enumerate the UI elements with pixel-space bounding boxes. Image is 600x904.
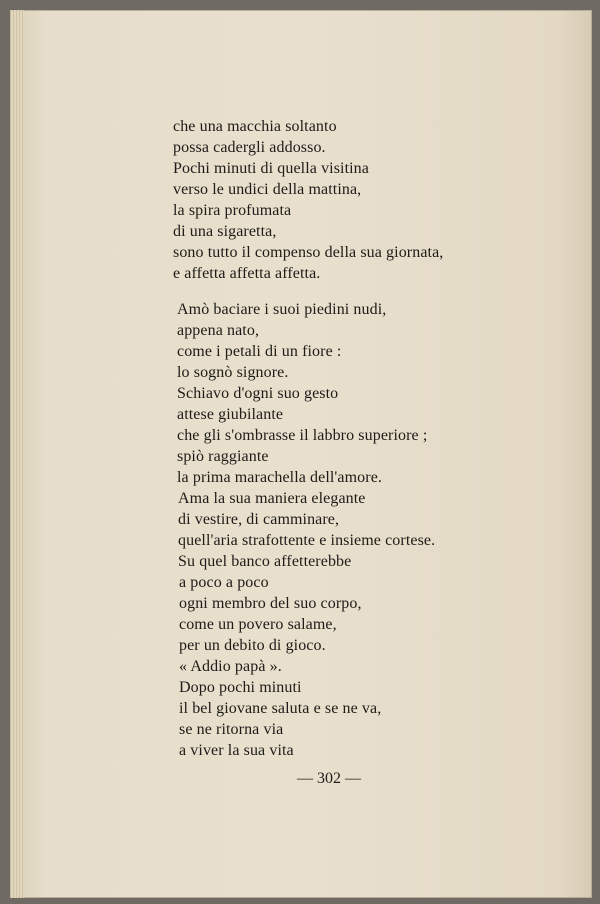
poem-line: appena nato,	[177, 322, 260, 339]
poem-line: e affetta affetta affetta.	[173, 265, 321, 282]
poem-text	[10, 10, 592, 898]
poem-line: Pochi minuti di quella visitina	[173, 160, 369, 177]
poem-line: possa cadergli addosso.	[173, 139, 326, 156]
page-number: — 302 —	[297, 770, 361, 787]
poem-line: Schiavo d'ogni suo gesto	[177, 385, 339, 402]
poem-line: come un povero salame,	[179, 616, 337, 633]
poem-line: ogni membro del suo corpo,	[179, 595, 362, 612]
poem-line: di una sigaretta,	[173, 223, 277, 240]
poem-line: il bel giovane saluta e se ne va,	[179, 700, 382, 717]
book-page	[10, 10, 592, 898]
poem-line: attese giubilante	[177, 406, 284, 423]
poem-line: se ne ritorna via	[179, 721, 284, 738]
poem-line: come i petali di un fiore :	[177, 343, 342, 360]
poem-line: quell'aria strafottente e insieme cortese.	[178, 532, 436, 549]
poem-line: Ama la sua maniera elegante	[178, 490, 366, 507]
poem-line: « Addio papà ».	[179, 658, 282, 675]
poem-line: lo sognò signore.	[177, 364, 289, 381]
poem-line: a poco a poco	[179, 574, 269, 591]
poem-line: per un debito di gioco.	[179, 637, 326, 654]
poem-line: la spira profumata	[173, 202, 292, 219]
poem-line: Amò baciare i suoi piedini nudi,	[177, 301, 387, 318]
poem-line: la prima marachella dell'amore.	[177, 469, 382, 486]
poem-line: Su quel banco affetterebbe	[178, 553, 352, 570]
poem-line: Dopo pochi minuti	[179, 679, 302, 696]
poem-line: a viver la sua vita	[179, 742, 294, 759]
poem-line: di vestire, di camminare,	[178, 511, 340, 528]
poem-line: che gli s'ombrasse il labbro superiore ;	[177, 427, 428, 444]
poem-line: che una macchia soltanto	[173, 118, 337, 135]
poem-line: spiò raggiante	[177, 448, 269, 465]
poem-line: sono tutto il compenso della sua giornata,	[173, 244, 444, 261]
poem-line: verso le undici della mattina,	[173, 181, 362, 198]
